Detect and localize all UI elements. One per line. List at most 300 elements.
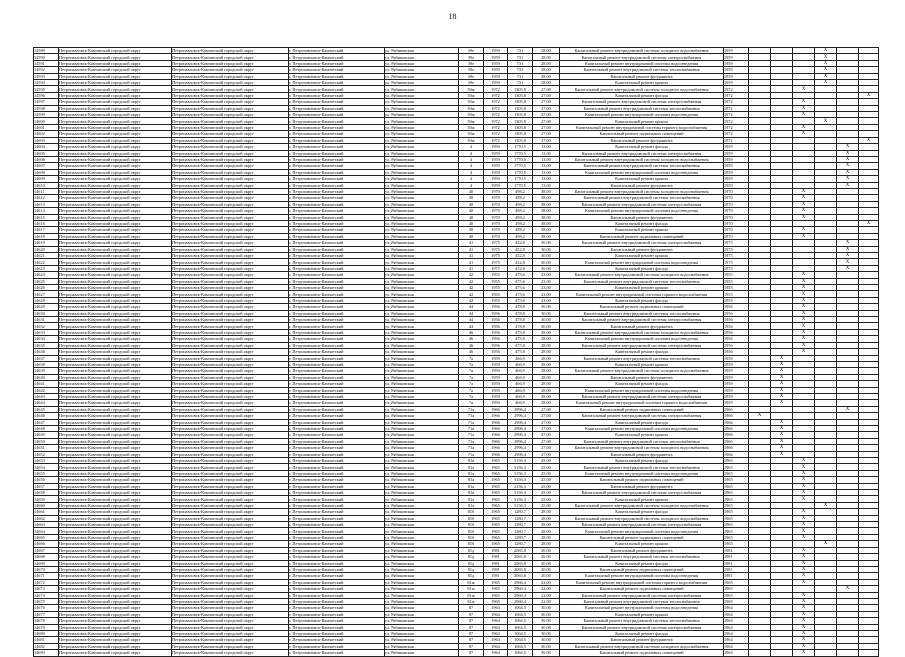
cell-x3: X [793,477,815,483]
cell-id: 14672 [34,579,59,585]
cell-settlement-area: Петропавловск-Камчатский городской округ [172,387,289,393]
cell-locality: г. Петропавловск-Камчатский [289,124,385,130]
cell-work-type: Капитальный ремонт подвальных помещений [560,566,724,572]
cell-plan-year: 1972 [724,131,749,137]
cell-municipality: Петропавловск-Камчатский городской округ [59,297,172,303]
cell-street: ул. Рябиковская [385,483,459,489]
cell-municipality: Петропавловск-Камчатский городской округ [59,67,172,73]
cell-year: 1956 [484,349,508,355]
cell-x2 [771,650,793,656]
cell-deterioration: 28,00 [533,515,560,521]
cell-id: 14593 [34,73,59,79]
cell-x3: X [793,201,815,207]
cell-municipality: Петропавловск-Камчатский городской округ [59,387,172,393]
cell-area: 1305,8 [508,99,533,105]
cell-work-type: Капитальный ремонт подвальных помещений [560,650,724,656]
cell-x2: X [771,374,793,380]
cell-area: 1280,7 [508,541,533,547]
cell-locality: г. Петропавловск-Камчатский [289,643,385,649]
cell-municipality: Петропавловск-Камчатский городской округ [59,220,172,226]
cell-house: 46 [459,342,484,348]
cell-plan-year: 1965 [724,592,749,598]
cell-settlement-area: Петропавловск-Камчатский городской округ [172,265,289,271]
cell-year: 1965 [484,579,508,585]
cell-id: 14675 [34,598,59,604]
cell-x3: X [793,650,815,656]
cell-work-type: Капитальный ремонт фундамента [560,323,724,329]
cell-area: 731 [508,73,533,79]
cell-settlement-area: Петропавловск-Камчатский городской округ [172,458,289,464]
cell-municipality: Петропавловск-Камчатский городской округ [59,643,172,649]
cell-x5: X [837,163,859,169]
cell-plan-year: 1964 [724,618,749,624]
cell-street: ул. Рябиковская [385,451,459,457]
cell-area: 1305,8 [508,105,533,111]
cell-plan-year: 1955 [724,272,749,278]
cell-deterioration: 28,00 [533,361,560,367]
cell-settlement-area: Петропавловск-Камчатский городской округ [172,272,289,278]
cell-plan-year: 1965 [724,496,749,502]
cell-work-type: Капитальный ремонт фасада [560,381,724,387]
cell-plan-year: 1956 [724,323,749,329]
cell-house: 87 [459,624,484,630]
cell-area: 731 [508,67,533,73]
cell-house: 71а [459,425,484,431]
cell-area: 1064,5 [508,650,533,656]
cell-municipality: Петропавловск-Камчатский городской округ [59,509,172,515]
cell-id: 14658 [34,490,59,496]
cell-deterioration: 30,00 [533,618,560,624]
cell-house: 39е [459,54,484,60]
cell-house: 87 [459,630,484,636]
cell-street: ул. Рябиковская [385,297,459,303]
cell-street: ул. Рябиковская [385,432,459,438]
cell-id: 14616 [34,220,59,226]
cell-plan-year: 1972 [724,124,749,130]
cell-area: 1064,5 [508,624,533,630]
cell-area: 498,2 [508,195,533,201]
cell-area: 2065,8 [508,554,533,560]
cell-settlement-area: Петропавловск-Камчатский городской округ [172,477,289,483]
cell-deterioration: 38,00 [533,214,560,220]
cell-locality: г. Петропавловск-Камчатский [289,496,385,502]
cell-deterioration: 23,00 [533,278,560,284]
cell-settlement-area: Петропавловск-Камчатский городской округ [172,317,289,323]
cell-locality: г. Петропавловск-Камчатский [289,387,385,393]
cell-settlement-area: Петропавловск-Камчатский городской округ [172,73,289,79]
cell-settlement-area: Петропавловск-Камчатский городской округ [172,637,289,643]
cell-municipality: Петропавловск-Камчатский городской округ [59,458,172,464]
page-number: 18 [448,12,457,21]
cell-x6: X [859,92,879,98]
cell-x4: X [815,502,837,508]
cell-work-type: Капитальный ремонт фасада [560,220,724,226]
cell-year: 1965 [484,470,508,476]
cell-municipality: Петропавловск-Камчатский городской округ [59,285,172,291]
cell-area: 1305,8 [508,86,533,92]
cell-street: ул. Рябиковская [385,272,459,278]
cell-deterioration: 30,00 [533,637,560,643]
cell-street: ул. Рябиковская [385,643,459,649]
cell-plan-year: 1981 [724,566,749,572]
cell-work-type: Капитальный ремонт фасада [560,458,724,464]
cell-deterioration: 22,00 [533,592,560,598]
cell-x3: X [793,630,815,636]
cell-id: 14674 [34,592,59,598]
cell-x6: X [859,220,879,226]
cell-plan-year: 1959 [724,60,749,66]
cell-area: 1280,7 [508,534,533,540]
cell-id: 14632 [34,323,59,329]
cell-id: 14648 [34,425,59,431]
cell-house: 7а [459,381,484,387]
cell-id: 14671 [34,573,59,579]
cell-year: 1955 [484,297,508,303]
cell-plan-year: 1970 [724,220,749,226]
cell-year: 1975 [484,253,508,259]
cell-street: ул. Рябиковская [385,477,459,483]
cell-area: 1305,8 [508,124,533,130]
cell-street: ул. Рябиковская [385,336,459,342]
cell-x5: X [837,240,859,246]
cell-house: 71а [459,419,484,425]
cell-id: 14624 [34,272,59,278]
cell-locality: г. Петропавловск-Камчатский [289,349,385,355]
cell-locality: г. Петропавловск-Камчатский [289,361,385,367]
cell-x5: X [837,265,859,271]
cell-id: 14652 [34,451,59,457]
cell-deterioration: 27,00 [533,425,560,431]
cell-locality: г. Петропавловск-Камчатский [289,618,385,624]
cell-x5: X [837,169,859,175]
cell-id: 14627 [34,291,59,297]
cell-locality: г. Петропавловск-Камчатский [289,323,385,329]
cell-house: 7а [459,361,484,367]
cell-deterioration: 30,00 [533,630,560,636]
cell-street: ул. Рябиковская [385,220,459,226]
cell-deterioration: 27,00 [533,419,560,425]
cell-year: 1959 [484,381,508,387]
cell-id: 14606 [34,156,59,162]
cell-street: ул. Рябиковская [385,67,459,73]
table-body [34,48,879,657]
cell-municipality: Петропавловск-Камчатский городской округ [59,124,172,130]
cell-work-type: Капитальный ремонт фундамента [560,182,724,188]
cell-work-type: Капитальный ремонт внутридомовой системы теплоснабжения [560,355,724,361]
cell-house: 7а [459,374,484,380]
cell-x2: X [771,381,793,387]
cell-house: 81б [459,541,484,547]
cell-locality: г. Петропавловск-Камчатский [289,60,385,66]
cell-municipality: Петропавловск-Камчатский городской округ [59,547,172,553]
cell-settlement-area: Петропавловск-Камчатский городской округ [172,137,289,143]
cell-year: 1965 [484,496,508,502]
cell-street: ул. Рябиковская [385,438,459,444]
cell-deterioration: 27,00 [533,86,560,92]
cell-year: 1966 [484,451,508,457]
cell-settlement-area: Петропавловск-Камчатский городской округ [172,522,289,528]
cell-deterioration: 27,00 [533,432,560,438]
cell-municipality: Петропавловск-Камчатский городской округ [59,310,172,316]
cell-x3: X [793,233,815,239]
cell-locality: г. Петропавловск-Камчатский [289,329,385,335]
cell-id: 14683 [34,650,59,656]
cell-house: 44 [459,317,484,323]
cell-locality: г. Петропавловск-Камчатский [289,304,385,310]
cell-x4: X [815,48,837,54]
cell-settlement-area: Петропавловск-Камчатский городской округ [172,534,289,540]
cell-plan-year: 1975 [724,265,749,271]
cell-street: ул. Рябиковская [385,233,459,239]
cell-plan-year: 1965 [724,458,749,464]
cell-x2: X [771,393,793,399]
cell-street: ул. Рябиковская [385,99,459,105]
cell-work-type: Капитальный ремонт внутридомовой системы горячего водоснабжения [560,400,724,406]
cell-x2: X [771,419,793,425]
cell-locality: г. Петропавловск-Камчатский [289,630,385,636]
cell-area: 731 [508,60,533,66]
cell-area: 475,8 [508,349,533,355]
cell-year: 1965 [484,477,508,483]
cell-municipality: Петропавловск-Камчатский городской округ [59,650,172,656]
cell-deterioration: 27,00 [533,413,560,419]
cell-id: 14630 [34,310,59,316]
cell-house: 39е [459,67,484,73]
cell-id: 14668 [34,554,59,560]
cell-locality: г. Петропавловск-Камчатский [289,368,385,374]
cell-settlement-area: Петропавловск-Камчатский городской округ [172,112,289,118]
cell-locality: г. Петропавловск-Камчатский [289,67,385,73]
cell-work-type: Капитальный ремонт фасада [560,419,724,425]
cell-locality: г. Петропавловск-Камчатский [289,515,385,521]
cell-work-type: Капитальный ремонт внутридомовой системы электроснабжения [560,150,724,156]
cell-year: 1959 [484,182,508,188]
cell-plan-year: 1964 [724,624,749,630]
cell-locality: г. Петропавловск-Камчатский [289,560,385,566]
cell-deterioration: 28,00 [533,355,560,361]
cell-deterioration: 30,00 [533,310,560,316]
cell-area: 475,8 [508,342,533,348]
cell-house: 39ж [459,124,484,130]
cell-settlement-area: Петропавловск-Камчатский городской округ [172,361,289,367]
cell-deterioration: 28,00 [533,80,560,86]
cell-house: 4 [459,150,484,156]
cell-street: ул. Рябиковская [385,406,459,412]
cell-house: 4 [459,169,484,175]
cell-x3: X [793,496,815,502]
cell-plan-year: 1970 [724,188,749,194]
cell-x2: X [771,387,793,393]
cell-id: 14591 [34,60,59,66]
cell-plan-year: 1972 [724,118,749,124]
cell-area: 452,8 [508,259,533,265]
cell-id: 14669 [34,560,59,566]
cell-work-type: Капитальный ремонт фасада [560,509,724,515]
cell-street: ул. Рябиковская [385,118,459,124]
cell-work-type: Капитальный ремонт внутридомовой системы электроснабжения [560,54,724,60]
cell-year: 1964 [484,637,508,643]
cell-area: 475,6 [508,291,533,297]
cell-plan-year: 1959 [724,393,749,399]
cell-settlement-area: Петропавловск-Камчатский городской округ [172,150,289,156]
cell-locality: г. Петропавловск-Камчатский [289,227,385,233]
cell-id: 14661 [34,509,59,515]
cell-area: 1064,5 [508,605,533,611]
cell-municipality: Петропавловск-Камчатский городской округ [59,554,172,560]
cell-locality: г. Петропавловск-Камчатский [289,291,385,297]
cell-year: 1966 [484,425,508,431]
cell-x3: X [793,458,815,464]
cell-x3: X [793,349,815,355]
cell-work-type: Капитальный ремонт внутридомовой системы горячего водоснабжения [560,579,724,585]
cell-house: 71а [459,445,484,451]
cell-settlement-area: Петропавловск-Камчатский городской округ [172,163,289,169]
cell-id: 14619 [34,240,59,246]
cell-house: 39ж [459,118,484,124]
cell-work-type: Капитальный ремонт внутридомовой системы теплоснабжения [560,554,724,560]
cell-house: 7а [459,393,484,399]
cell-house: 39е [459,60,484,66]
cell-street: ул. Рябиковская [385,490,459,496]
cell-plan-year: 1972 [724,112,749,118]
cell-year: 1966 [484,419,508,425]
cell-x5: X [837,182,859,188]
cell-settlement-area: Петропавловск-Камчатский городской округ [172,208,289,214]
cell-street: ул. Рябиковская [385,464,459,470]
cell-area: 498,2 [508,214,533,220]
cell-id: 14680 [34,630,59,636]
cell-locality: г. Петропавловск-Камчатский [289,150,385,156]
cell-house: 39ж [459,137,484,143]
cell-settlement-area: Петропавловск-Камчатский городской округ [172,541,289,547]
cell-street: ул. Рябиковская [385,624,459,630]
cell-year: 1964 [484,611,508,617]
cell-municipality: Петропавловск-Камчатский городской округ [59,73,172,79]
cell-area: 498,2 [508,227,533,233]
cell-plan-year: 1975 [724,253,749,259]
cell-deterioration: 30,00 [533,650,560,656]
cell-x3: X [793,534,815,540]
cell-id: 14665 [34,534,59,540]
cell-house: 40 [459,214,484,220]
cell-municipality: Петропавловск-Камчатский городской округ [59,464,172,470]
cell-x5: X [837,156,859,162]
cell-area: 1770,5 [508,150,533,156]
cell-area: 2960,4 [508,592,533,598]
cell-plan-year: 1966 [724,425,749,431]
cell-area: 2065,8 [508,547,533,553]
cell-work-type: Капитальный ремонт внутридомовой системы теплоснабжения [560,438,724,444]
cell-plan-year: 1959 [724,169,749,175]
cell-house: 40 [459,233,484,239]
cell-x5: X [837,144,859,150]
cell-settlement-area: Петропавловск-Камчатский городской округ [172,630,289,636]
cell-house: 42 [459,285,484,291]
cell-settlement-area: Петропавловск-Камчатский городской округ [172,188,289,194]
cell-street: ул. Рябиковская [385,413,459,419]
cell-plan-year: 1965 [724,534,749,540]
cell-plan-year: 1966 [724,406,749,412]
cell-year: 1956 [484,342,508,348]
cell-x3: X [793,464,815,470]
cell-work-type: Капитальный ремонт внутридомовой системы электроснабжения [560,317,724,323]
cell-house: 41 [459,253,484,259]
cell-settlement-area: Петропавловск-Камчатский городской округ [172,291,289,297]
cell-street: ул. Рябиковская [385,105,459,111]
cell-x3: X [793,188,815,194]
cell-deterioration: 25,00 [533,483,560,489]
cell-street: ул. Рябиковская [385,246,459,252]
cell-settlement-area: Петропавловск-Камчатский городской округ [172,220,289,226]
cell-year: 1975 [484,240,508,246]
cell-house: 71а [459,406,484,412]
cell-area: 1305,8 [508,131,533,137]
cell-street: ул. Рябиковская [385,349,459,355]
cell-x2: X [771,438,793,444]
cell-settlement-area: Петропавловск-Камчатский городской округ [172,547,289,553]
cell-plan-year: 1959 [724,182,749,188]
cell-deterioration: 27,00 [533,112,560,118]
cell-work-type: Капитальный ремонт фундамента [560,214,724,220]
cell-work-type: Капитальный ремонт внутридомовой системы водоотведения [560,169,724,175]
cell-settlement-area: Петропавловск-Камчатский городской округ [172,124,289,130]
cell-x5: X [837,406,859,412]
cell-x3: X [793,86,815,92]
cell-deterioration: 27,00 [533,406,560,412]
cell-year: 1964 [484,605,508,611]
cell-work-type: Капитальный ремонт внутридомовой системы холодного водоснабжения [560,48,724,54]
cell-year: 1965 [484,598,508,604]
cell-area: 3156,3 [508,502,533,508]
cell-locality: г. Петропавловск-Камчатский [289,297,385,303]
cell-work-type: Капитальный ремонт внутридомовой системы электроснабжения [560,99,724,105]
cell-area: 3156,3 [508,464,533,470]
cell-plan-year: 1965 [724,541,749,547]
cell-deterioration: 28,00 [533,349,560,355]
cell-x6: X [859,137,879,143]
cell-deterioration: 25,00 [533,458,560,464]
cell-deterioration: 27,00 [533,118,560,124]
cell-year: 1964 [484,650,508,656]
cell-street: ул. Рябиковская [385,112,459,118]
cell-year: 1970 [484,195,508,201]
cell-plan-year: 1965 [724,586,749,592]
cell-year: 1956 [484,329,508,335]
cell-id: 14679 [34,624,59,630]
cell-area: 2996,4 [508,419,533,425]
cell-locality: г. Петропавловск-Камчатский [289,105,385,111]
cell-deterioration: 30,00 [533,611,560,617]
cell-year: 1955 [484,291,508,297]
cell-municipality: Петропавловск-Камчатский городской округ [59,400,172,406]
cell-work-type: Капитальный ремонт внутридомовой системы холодного водоснабжения [560,643,724,649]
cell-municipality: Петропавловск-Камчатский городской округ [59,329,172,335]
cell-plan-year: 1959 [724,48,749,54]
cell-settlement-area: Петропавловск-Камчатский городской округ [172,566,289,572]
cell-work-type: Капитальный ремонт крыши [560,253,724,259]
cell-deterioration: 25,00 [533,496,560,502]
cell-house: 4 [459,144,484,150]
cell-year: 1972 [484,124,508,130]
cell-id: 14620 [34,246,59,252]
cell-municipality: Петропавловск-Камчатский городской округ [59,60,172,66]
cell-deterioration: 28,00 [533,381,560,387]
cell-street: ул. Рябиковская [385,329,459,335]
cell-settlement-area: Петропавловск-Камчатский городской округ [172,54,289,60]
cell-municipality: Петропавловск-Камчатский городской округ [59,253,172,259]
cell-year: 1955 [484,285,508,291]
cell-municipality: Петропавловск-Камчатский городской округ [59,515,172,521]
